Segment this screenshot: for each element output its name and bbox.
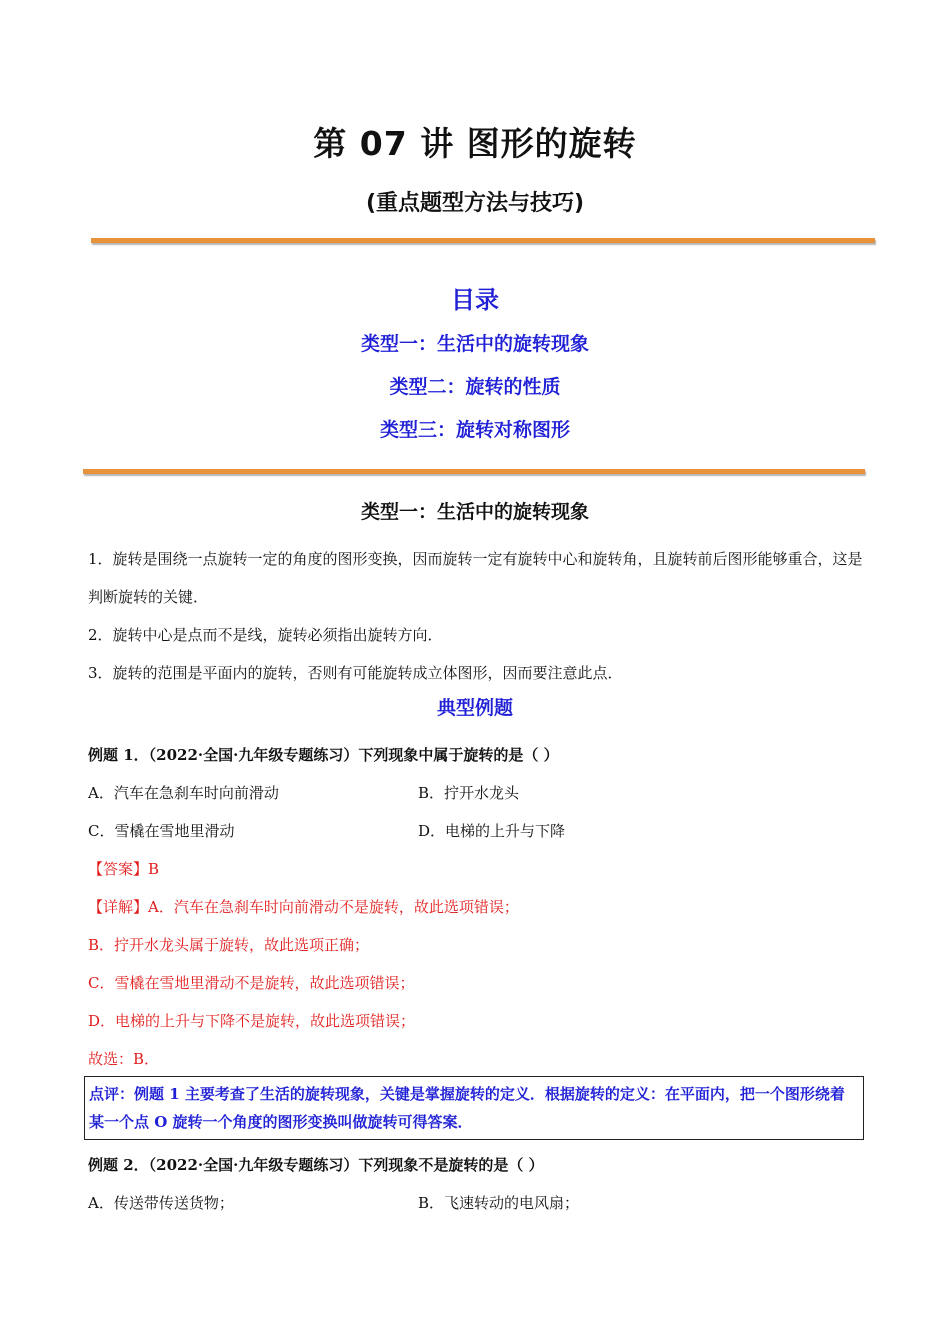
key-point-3: 3．旋转的范围是平面内的旋转，否则有可能旋转成立体图形，因而要注意此点． — [88, 664, 623, 682]
detail-line-3: C．雪橇在雪地里滑动不是旋转，故此选项错误； — [88, 974, 415, 992]
orange-divider — [91, 238, 875, 243]
toc-item-1[interactable]: 类型一：生活中的旋转现象 — [360, 333, 589, 355]
option-b: B．拧开水龙头 — [418, 784, 520, 802]
example-source: （2022·全国·九年级专题练习） — [148, 746, 359, 764]
question-text: 下列现象中属于旋转的是（ ） — [358, 746, 559, 764]
option-c: C．雪橇在雪地里滑动 — [88, 822, 235, 840]
key-point-1: 1．旋转是围绕一点旋转一定的角度的图形变换，因而旋转一定有旋转中心和旋转角，且旋转前后图形能够重合，这是判断旋转的关键． — [88, 550, 863, 606]
page-subtitle: (重点题型方法与技巧) — [365, 191, 585, 216]
example-label: 例题 2． — [88, 1156, 149, 1174]
examples-heading: 典型例题 — [436, 697, 513, 719]
option-a: A．汽车在急刹车时向前滑动 — [88, 784, 279, 802]
answer-line — [88, 858, 159, 879]
question-text: 下列现象不是旋转的是（ ） — [358, 1156, 544, 1174]
option-b: B．飞速转动的电风扇； — [418, 1194, 580, 1212]
key-point-2: 2．旋转中心是点而不是线，旋转必须指出旋转方向． — [88, 626, 443, 644]
orange-divider — [83, 469, 865, 474]
comment-box: 点评：例题 1 主要考查了生活的旋转现象，关键是掌握旋转的定义．根据旋转的定义：在平面内，把一个图形绕着某一个点 O 旋转一个角度的图形变换叫做旋转可得答案． — [84, 1076, 864, 1140]
answer-tag: 【答案】 — [88, 860, 149, 878]
option-a: A．传送带传送货物； — [88, 1194, 234, 1212]
conclusion-line: 故选：B． — [88, 1050, 160, 1068]
example-label: 例题 1． — [88, 746, 149, 764]
example-source: （2022·全国·九年级专题练习） — [148, 1156, 359, 1174]
toc-item-3[interactable]: 类型三：旋转对称图形 — [379, 419, 570, 441]
example-1-question — [88, 744, 559, 765]
toc-item-2[interactable]: 类型二：旋转的性质 — [389, 376, 561, 398]
answer-value: B — [148, 860, 160, 878]
detail-line-2: B．拧开水龙头属于旋转，故此选项正确； — [88, 936, 370, 954]
detail-line-4: D．电梯的上升与下降不是旋转，故此选项错误； — [88, 1012, 416, 1030]
example-2-question — [88, 1154, 544, 1175]
page-title: 第 07 讲 图形的旋转 — [313, 124, 637, 163]
toc-title: 目录 — [451, 286, 499, 314]
detail-line-1 — [88, 896, 519, 917]
detail-tag: 【详解】 — [88, 898, 149, 916]
section-title: 类型一：生活中的旋转现象 — [360, 501, 589, 523]
option-d: D．电梯的上升与下降 — [418, 822, 566, 840]
detail-text: A．汽车在急刹车时向前滑动不是旋转，故此选项错误； — [148, 898, 519, 916]
